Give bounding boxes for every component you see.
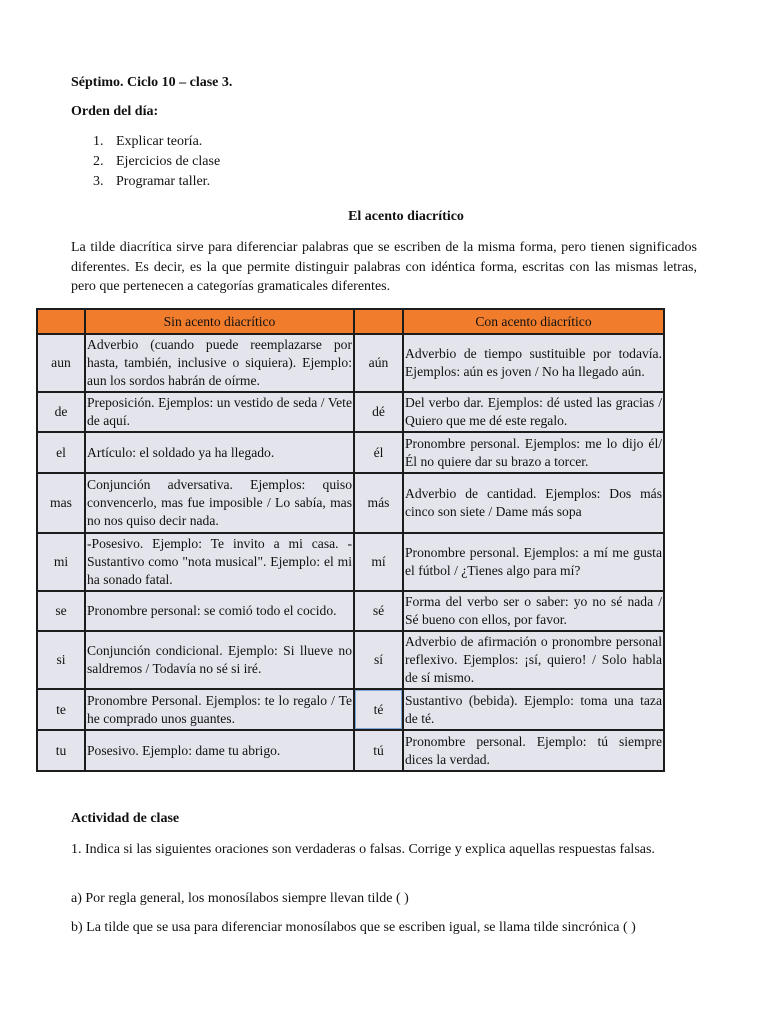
activity-item-a: a) Por regla general, los monosílabos siempre llevan tilde ( )	[71, 891, 409, 906]
agenda-item: 1. Explicar teoría.	[93, 134, 203, 149]
table-row	[37, 392, 664, 432]
word-cell: sí	[354, 631, 403, 689]
word-cell: tu	[37, 730, 85, 771]
header-cell: Con acento diacrítico	[403, 309, 664, 334]
activity-heading: Actividad de clase	[71, 811, 180, 826]
agenda-list	[93, 132, 220, 192]
definition-cell: Forma del verbo ser o saber: yo no sé nada / Sé bueno con ellos, por favor.	[403, 591, 664, 631]
word-cell: mi	[37, 533, 85, 591]
definition-cell: -Posesivo. Ejemplo: Te invito a mi casa. - Sustantivo como "nota musical". Ejemplo: el mi ha sonado fatal.	[85, 533, 354, 591]
word-cell: aun	[37, 334, 85, 392]
definition-cell: Adverbio de tiempo sustituible por todavía. Ejemplos: aún es joven / No ha llegado aún.	[403, 334, 664, 392]
word-cell: se	[37, 591, 85, 631]
table-row	[37, 689, 664, 730]
word-cell: aún	[354, 334, 403, 392]
table-row	[37, 533, 664, 591]
table-row	[37, 334, 664, 392]
header-cell	[37, 309, 85, 334]
word-cell: sé	[354, 591, 403, 631]
word-cell: él	[354, 432, 403, 473]
definition-cell: Conjunción condicional. Ejemplo: Si llueve no saldremos / Todavía no sé si iré.	[85, 631, 354, 689]
agenda-item: 2. Ejercicios de clase	[93, 154, 221, 169]
definition-cell: Adverbio de afirmación o pronombre personal reflexivo. Ejemplos: ¡sí, quiero! / Solo habla de sí mismo.	[403, 631, 664, 689]
word-cell: más	[354, 473, 403, 533]
word-cell: tú	[354, 730, 403, 771]
activity-instruction: 1. Indica si las siguientes oraciones son verdaderas o falsas. Corrige y explica aquellas respuestas falsas.	[71, 842, 655, 857]
definition-cell: Artículo: el soldado ya ha llegado.	[85, 432, 354, 473]
definition-cell: Preposición. Ejemplos: un vestido de seda / Vete de aquí.	[85, 392, 354, 432]
word-cell: té	[354, 689, 403, 730]
word-cell: de	[37, 392, 85, 432]
class-heading: Séptimo. Ciclo 10 – clase 3.	[71, 75, 233, 90]
intro-paragraph: La tilde diacrítica sirve para diferenciar palabras que se escriben de la misma forma, pero tienen significados diferentes. Es decir, es la que permite distinguir palabras con idéntica forma, escritas con las mismas letras, pero que pertenecen a categorías gramaticales diferentes.	[71, 240, 697, 294]
table-header-row	[37, 309, 664, 334]
word-cell: el	[37, 432, 85, 473]
word-cell: mí	[354, 533, 403, 591]
word-cell: dé	[354, 392, 403, 432]
section-title: El acento diacrítico	[348, 209, 464, 224]
table-row	[37, 591, 664, 631]
definition-cell: Pronombre personal: se comió todo el cocido.	[85, 591, 354, 631]
definition-cell: Pronombre Personal. Ejemplos: te lo regalo / Te he comprado unos guantes.	[85, 689, 354, 730]
agenda-heading: Orden del día:	[71, 104, 159, 119]
definition-cell: Adverbio de cantidad. Ejemplos: Dos más cinco son siete / Dame más sopa	[403, 473, 664, 533]
agenda-item: 3. Programar taller.	[93, 174, 211, 189]
table-row	[37, 631, 664, 689]
definition-cell: Posesivo. Ejemplo: dame tu abrigo.	[85, 730, 354, 771]
word-cell: mas	[37, 473, 85, 533]
diacritic-table	[36, 308, 665, 772]
header-cell	[354, 309, 403, 334]
definition-cell: Adverbio (cuando puede reemplazarse por hasta, también, inclusive o siquiera). Ejemplo: aun los sordos habrán de oírme.	[85, 334, 354, 392]
definition-cell: Del verbo dar. Ejemplos: dé usted las gracias / Quiero que me dé este regalo.	[403, 392, 664, 432]
definition-cell: Pronombre personal. Ejemplos: me lo dijo él/ Él no quiere dar su brazo a torcer.	[403, 432, 664, 473]
definition-cell: Pronombre personal. Ejemplo: tú siempre dices la verdad.	[403, 730, 664, 771]
definition-cell: Sustantivo (bebida). Ejemplo: toma una taza de té.	[403, 689, 664, 730]
table-row	[37, 730, 664, 771]
header-cell: Sin acento diacrítico	[85, 309, 354, 334]
definition-cell: Pronombre personal. Ejemplos: a mí me gusta el fútbol / ¿Tienes algo para mí?	[403, 533, 664, 591]
word-cell: te	[37, 689, 85, 730]
table-row	[37, 432, 664, 473]
table-row	[37, 473, 664, 533]
word-cell: si	[37, 631, 85, 689]
definition-cell: Conjunción adversativa. Ejemplos: quiso convencerlo, mas fue imposible / Lo sabía, mas no nos quiso decir nada.	[85, 473, 354, 533]
activity-item-b: b) La tilde que se usa para diferenciar monosílabos que se escriben igual, se llama tilde sincrónica ( )	[71, 920, 636, 935]
